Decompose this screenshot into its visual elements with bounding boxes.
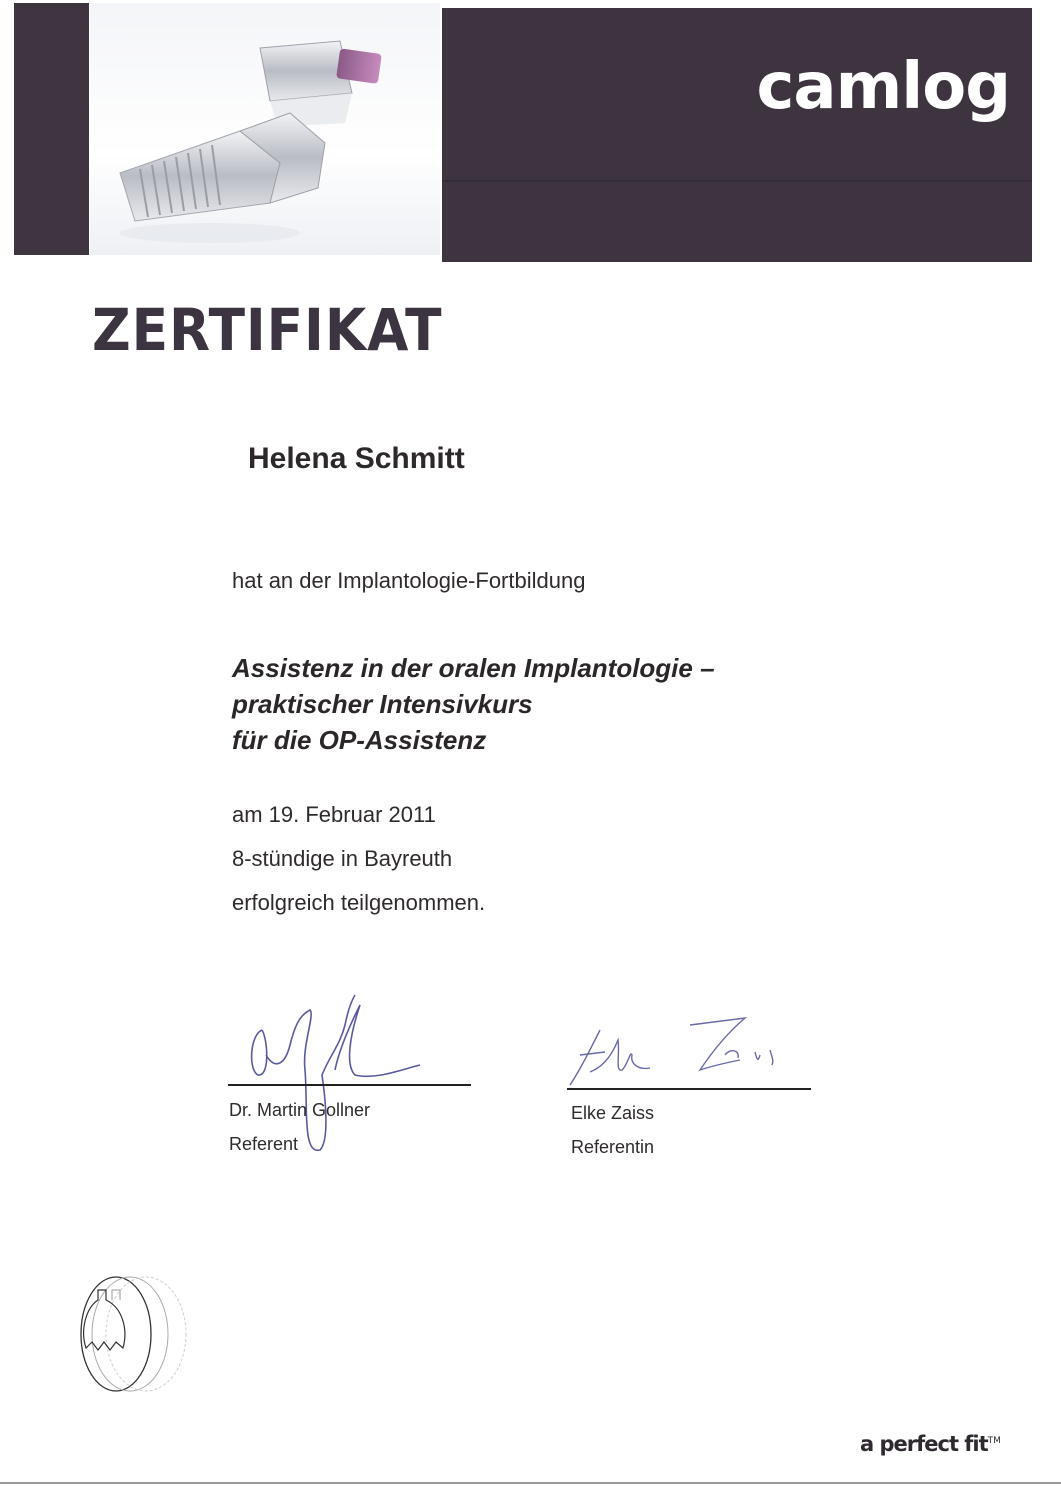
panel-seam — [442, 180, 1032, 182]
implant-product-photo — [90, 3, 440, 255]
signature-line — [228, 1084, 471, 1086]
trademark-symbol: TM — [987, 1436, 1001, 1446]
signatory-name: Elke Zaiss — [571, 1103, 655, 1123]
certificate-title: ZERTIFIKAT — [92, 296, 443, 364]
signature-line — [567, 1088, 811, 1090]
header-left-bar — [14, 3, 89, 255]
course-title-line: Assistenz in der oralen Implantologie – — [232, 653, 715, 683]
handwritten-signature-icon — [560, 1010, 800, 1090]
brand-panel — [442, 8, 1032, 262]
signatory-role: Referentin — [571, 1137, 655, 1157]
tagline-text: a perfect fit — [860, 1432, 988, 1456]
course-title-line: praktischer Intensivkurs — [232, 689, 533, 719]
camlog-logo: camlog — [756, 50, 1010, 124]
signatory-role: Referent — [229, 1134, 299, 1154]
camlog-seal-icon — [68, 1270, 238, 1405]
date-line: am 19. Februar 2011 — [232, 802, 436, 827]
recipient-name: Helena Schmitt — [248, 442, 465, 475]
completion-line: erfolgreich teilgenommen. — [232, 890, 486, 915]
duration-location-line: 8-stündige in Bayreuth — [232, 846, 453, 871]
intro-line: hat an der Implantologie-Fortbildung — [232, 568, 586, 593]
course-title-line: für die OP-Assistenz — [232, 725, 487, 755]
course-title — [232, 650, 715, 758]
brand-tagline — [860, 1432, 1001, 1456]
implant-illustration-icon — [90, 3, 440, 255]
footer-rule — [0, 1482, 1061, 1484]
signatory-name: Dr. Martin Gollner — [229, 1100, 371, 1120]
